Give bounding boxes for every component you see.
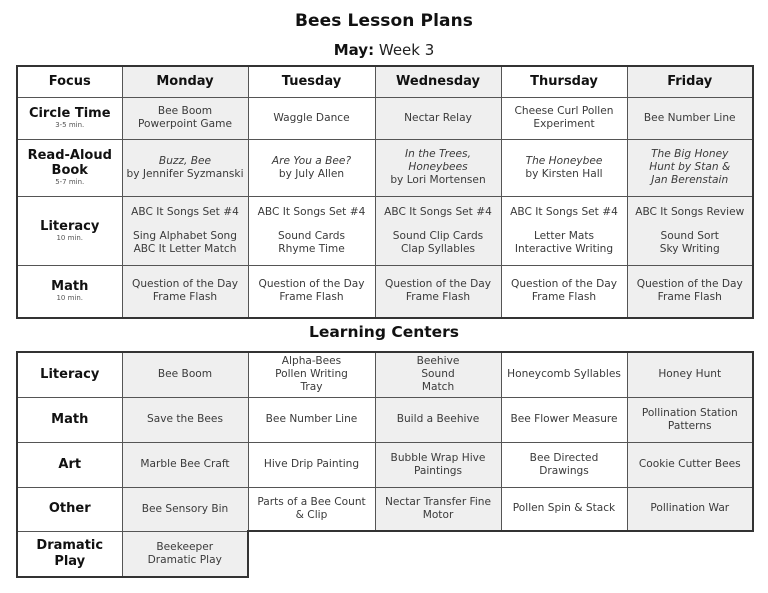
center-cell: Pollination Station Patterns bbox=[627, 397, 753, 442]
plan-cell bbox=[501, 139, 627, 196]
page-subtitle bbox=[0, 41, 768, 59]
cell-text: Frame Flash bbox=[152, 291, 218, 304]
empty-cell bbox=[248, 531, 375, 577]
plan-cell bbox=[627, 265, 753, 318]
plan-cell bbox=[248, 265, 375, 318]
plan-cell bbox=[375, 196, 501, 265]
cell-text: Experiment bbox=[533, 118, 595, 130]
cell-text: Rhyme Time bbox=[278, 242, 345, 255]
cell-text: Frame Flash bbox=[279, 291, 344, 304]
center-cell: Bee Boom bbox=[122, 352, 248, 397]
plan-cell bbox=[501, 97, 627, 139]
cell-text: Bee Number Line bbox=[643, 111, 736, 124]
table-header-row bbox=[17, 66, 753, 97]
plan-cell bbox=[248, 97, 375, 139]
column-header-thursday: Thursday bbox=[501, 66, 627, 97]
cell-text: Interactive Writing bbox=[514, 242, 614, 255]
center-label: Literacy bbox=[17, 352, 122, 397]
book-author: by Kirsten Hall bbox=[525, 167, 603, 180]
cell-text: Frame Flash bbox=[657, 291, 722, 304]
focus-time: 3-5 min. bbox=[55, 121, 85, 129]
plan-cell bbox=[501, 265, 627, 318]
center-cell: Honey Hunt bbox=[627, 352, 753, 397]
focus-time: 10 min. bbox=[56, 294, 84, 303]
center-cell: Honeycomb Syllables bbox=[501, 352, 627, 397]
plan-cell bbox=[501, 196, 627, 265]
center-cell: Beehive Sound Match bbox=[375, 352, 501, 397]
cell-text: ABC It Songs Set #4 bbox=[131, 205, 239, 218]
table-row-math bbox=[17, 265, 753, 318]
plan-cell bbox=[122, 139, 248, 196]
center-cell: Save the Bees bbox=[122, 397, 248, 442]
section-title-learning-centers: Learning Centers bbox=[308, 323, 460, 341]
book-author: by Lori Mortensen bbox=[390, 174, 486, 186]
cell-text: Bee Boom bbox=[157, 105, 213, 117]
focus-label: Read-Aloud Book bbox=[27, 148, 112, 178]
cell-text: Question of the Day bbox=[511, 278, 617, 291]
center-row-math bbox=[17, 397, 753, 442]
focus-label: Circle Time bbox=[28, 106, 111, 121]
subtitle-month: May: bbox=[333, 41, 375, 59]
cell-text: Waggle Dance bbox=[273, 111, 350, 124]
book-author: by Jennifer Syzmanski bbox=[126, 167, 244, 180]
center-cell: Bee Number Line bbox=[248, 397, 375, 442]
cell-text: Question of the Day bbox=[636, 278, 743, 291]
center-label: Dramatic Play bbox=[17, 531, 122, 577]
center-row-other bbox=[17, 487, 753, 531]
center-cell: Pollen Spin & Stack bbox=[501, 487, 627, 531]
column-header-wednesday: Wednesday bbox=[375, 66, 501, 97]
cell-text: Clap Syllables bbox=[400, 242, 475, 255]
center-cell: Bubble Wrap Hive Paintings bbox=[375, 442, 501, 487]
center-cell: Bee Sensory Bin bbox=[122, 487, 248, 531]
cell-text: Powerpoint Game bbox=[138, 118, 232, 130]
cell-text: Sound Cards bbox=[277, 229, 346, 242]
plan-cell bbox=[122, 97, 248, 139]
focus-label: Math bbox=[51, 279, 89, 295]
plan-cell bbox=[375, 97, 501, 139]
cell-text: Letter Mats bbox=[533, 229, 595, 242]
cell-text: Nectar Relay bbox=[404, 111, 472, 124]
book-title: The Big Honey Hunt by Stan & Jan Berenstain bbox=[649, 148, 731, 186]
page-title: Bees Lesson Plans bbox=[294, 11, 474, 31]
book-title: In the Trees, Honeybees bbox=[405, 148, 471, 173]
center-cell: Bee Directed Drawings bbox=[501, 442, 627, 487]
lesson-plan-table bbox=[16, 65, 754, 319]
cell-text: Sing Alphabet Song bbox=[132, 229, 237, 242]
center-cell: Parts of a Bee Count & Clip bbox=[248, 487, 375, 531]
center-row-dramatic-play bbox=[17, 531, 753, 577]
cell-text: ABC It Songs Set #4 bbox=[510, 205, 618, 218]
book-title: Are You a Bee? bbox=[271, 154, 352, 167]
cell-text: Cheese Curl Pollen bbox=[514, 105, 614, 117]
plan-cell bbox=[627, 139, 753, 196]
cell-text: Frame Flash bbox=[405, 291, 471, 304]
focus-cell bbox=[17, 265, 122, 318]
center-cell: Pollination War bbox=[627, 487, 753, 531]
plan-cell bbox=[627, 97, 753, 139]
cell-text: Sky Writing bbox=[659, 242, 720, 255]
center-row-literacy bbox=[17, 352, 753, 397]
center-cell: Hive Drip Painting bbox=[248, 442, 375, 487]
cell-text: Question of the Day bbox=[132, 278, 238, 291]
plan-cell bbox=[122, 265, 248, 318]
empty-cell bbox=[501, 531, 627, 577]
table-row-literacy bbox=[17, 196, 753, 265]
cell-text: ABC It Letter Match bbox=[133, 242, 237, 255]
subtitle-week: Week 3 bbox=[374, 41, 435, 59]
focus-time: 5-7 min. bbox=[55, 178, 85, 186]
cell-text: ABC It Songs Set #4 bbox=[384, 205, 492, 218]
column-header-tuesday: Tuesday bbox=[248, 66, 375, 97]
cell-text: ABC It Songs Review bbox=[635, 205, 745, 218]
center-cell: Marble Bee Craft bbox=[122, 442, 248, 487]
plan-cell bbox=[248, 139, 375, 196]
column-header-friday: Friday bbox=[627, 66, 753, 97]
empty-cell bbox=[375, 531, 501, 577]
center-cell: Cookie Cutter Bees bbox=[627, 442, 753, 487]
center-cell: Build a Beehive bbox=[375, 397, 501, 442]
focus-cell bbox=[17, 139, 122, 196]
table-row-read-aloud bbox=[17, 139, 753, 196]
center-label: Art bbox=[17, 442, 122, 487]
plan-cell bbox=[375, 265, 501, 318]
center-cell: Beekeeper Dramatic Play bbox=[122, 531, 248, 577]
book-title: The Honeybee bbox=[525, 154, 603, 167]
table-row-circle-time bbox=[17, 97, 753, 139]
column-header-focus: Focus bbox=[17, 66, 122, 97]
focus-time: 10 min. bbox=[56, 233, 84, 242]
center-cell: Alpha-Bees Pollen Writing Tray bbox=[248, 352, 375, 397]
focus-cell bbox=[17, 196, 122, 265]
empty-cell bbox=[627, 531, 753, 577]
plan-cell bbox=[627, 196, 753, 265]
plan-cell bbox=[122, 196, 248, 265]
cell-text: Frame Flash bbox=[531, 291, 597, 304]
plan-cell bbox=[375, 139, 501, 196]
plan-cell bbox=[248, 196, 375, 265]
center-cell: Bee Flower Measure bbox=[501, 397, 627, 442]
cell-text: Question of the Day bbox=[258, 278, 365, 291]
center-label: Other bbox=[17, 487, 122, 531]
center-row-art bbox=[17, 442, 753, 487]
center-label: Math bbox=[17, 397, 122, 442]
cell-text: Sound Sort bbox=[660, 229, 719, 242]
focus-cell bbox=[17, 97, 122, 139]
center-cell: Nectar Transfer Fine Motor bbox=[375, 487, 501, 531]
cell-text: Sound Clip Cards bbox=[392, 229, 484, 242]
learning-centers-table bbox=[16, 351, 754, 578]
book-author: by July Allen bbox=[278, 167, 345, 180]
book-title: Buzz, Bee bbox=[158, 154, 212, 167]
cell-text: ABC It Songs Set #4 bbox=[257, 205, 366, 218]
column-header-monday: Monday bbox=[122, 66, 248, 97]
focus-label: Literacy bbox=[40, 218, 100, 234]
cell-text: Question of the Day bbox=[385, 278, 491, 291]
